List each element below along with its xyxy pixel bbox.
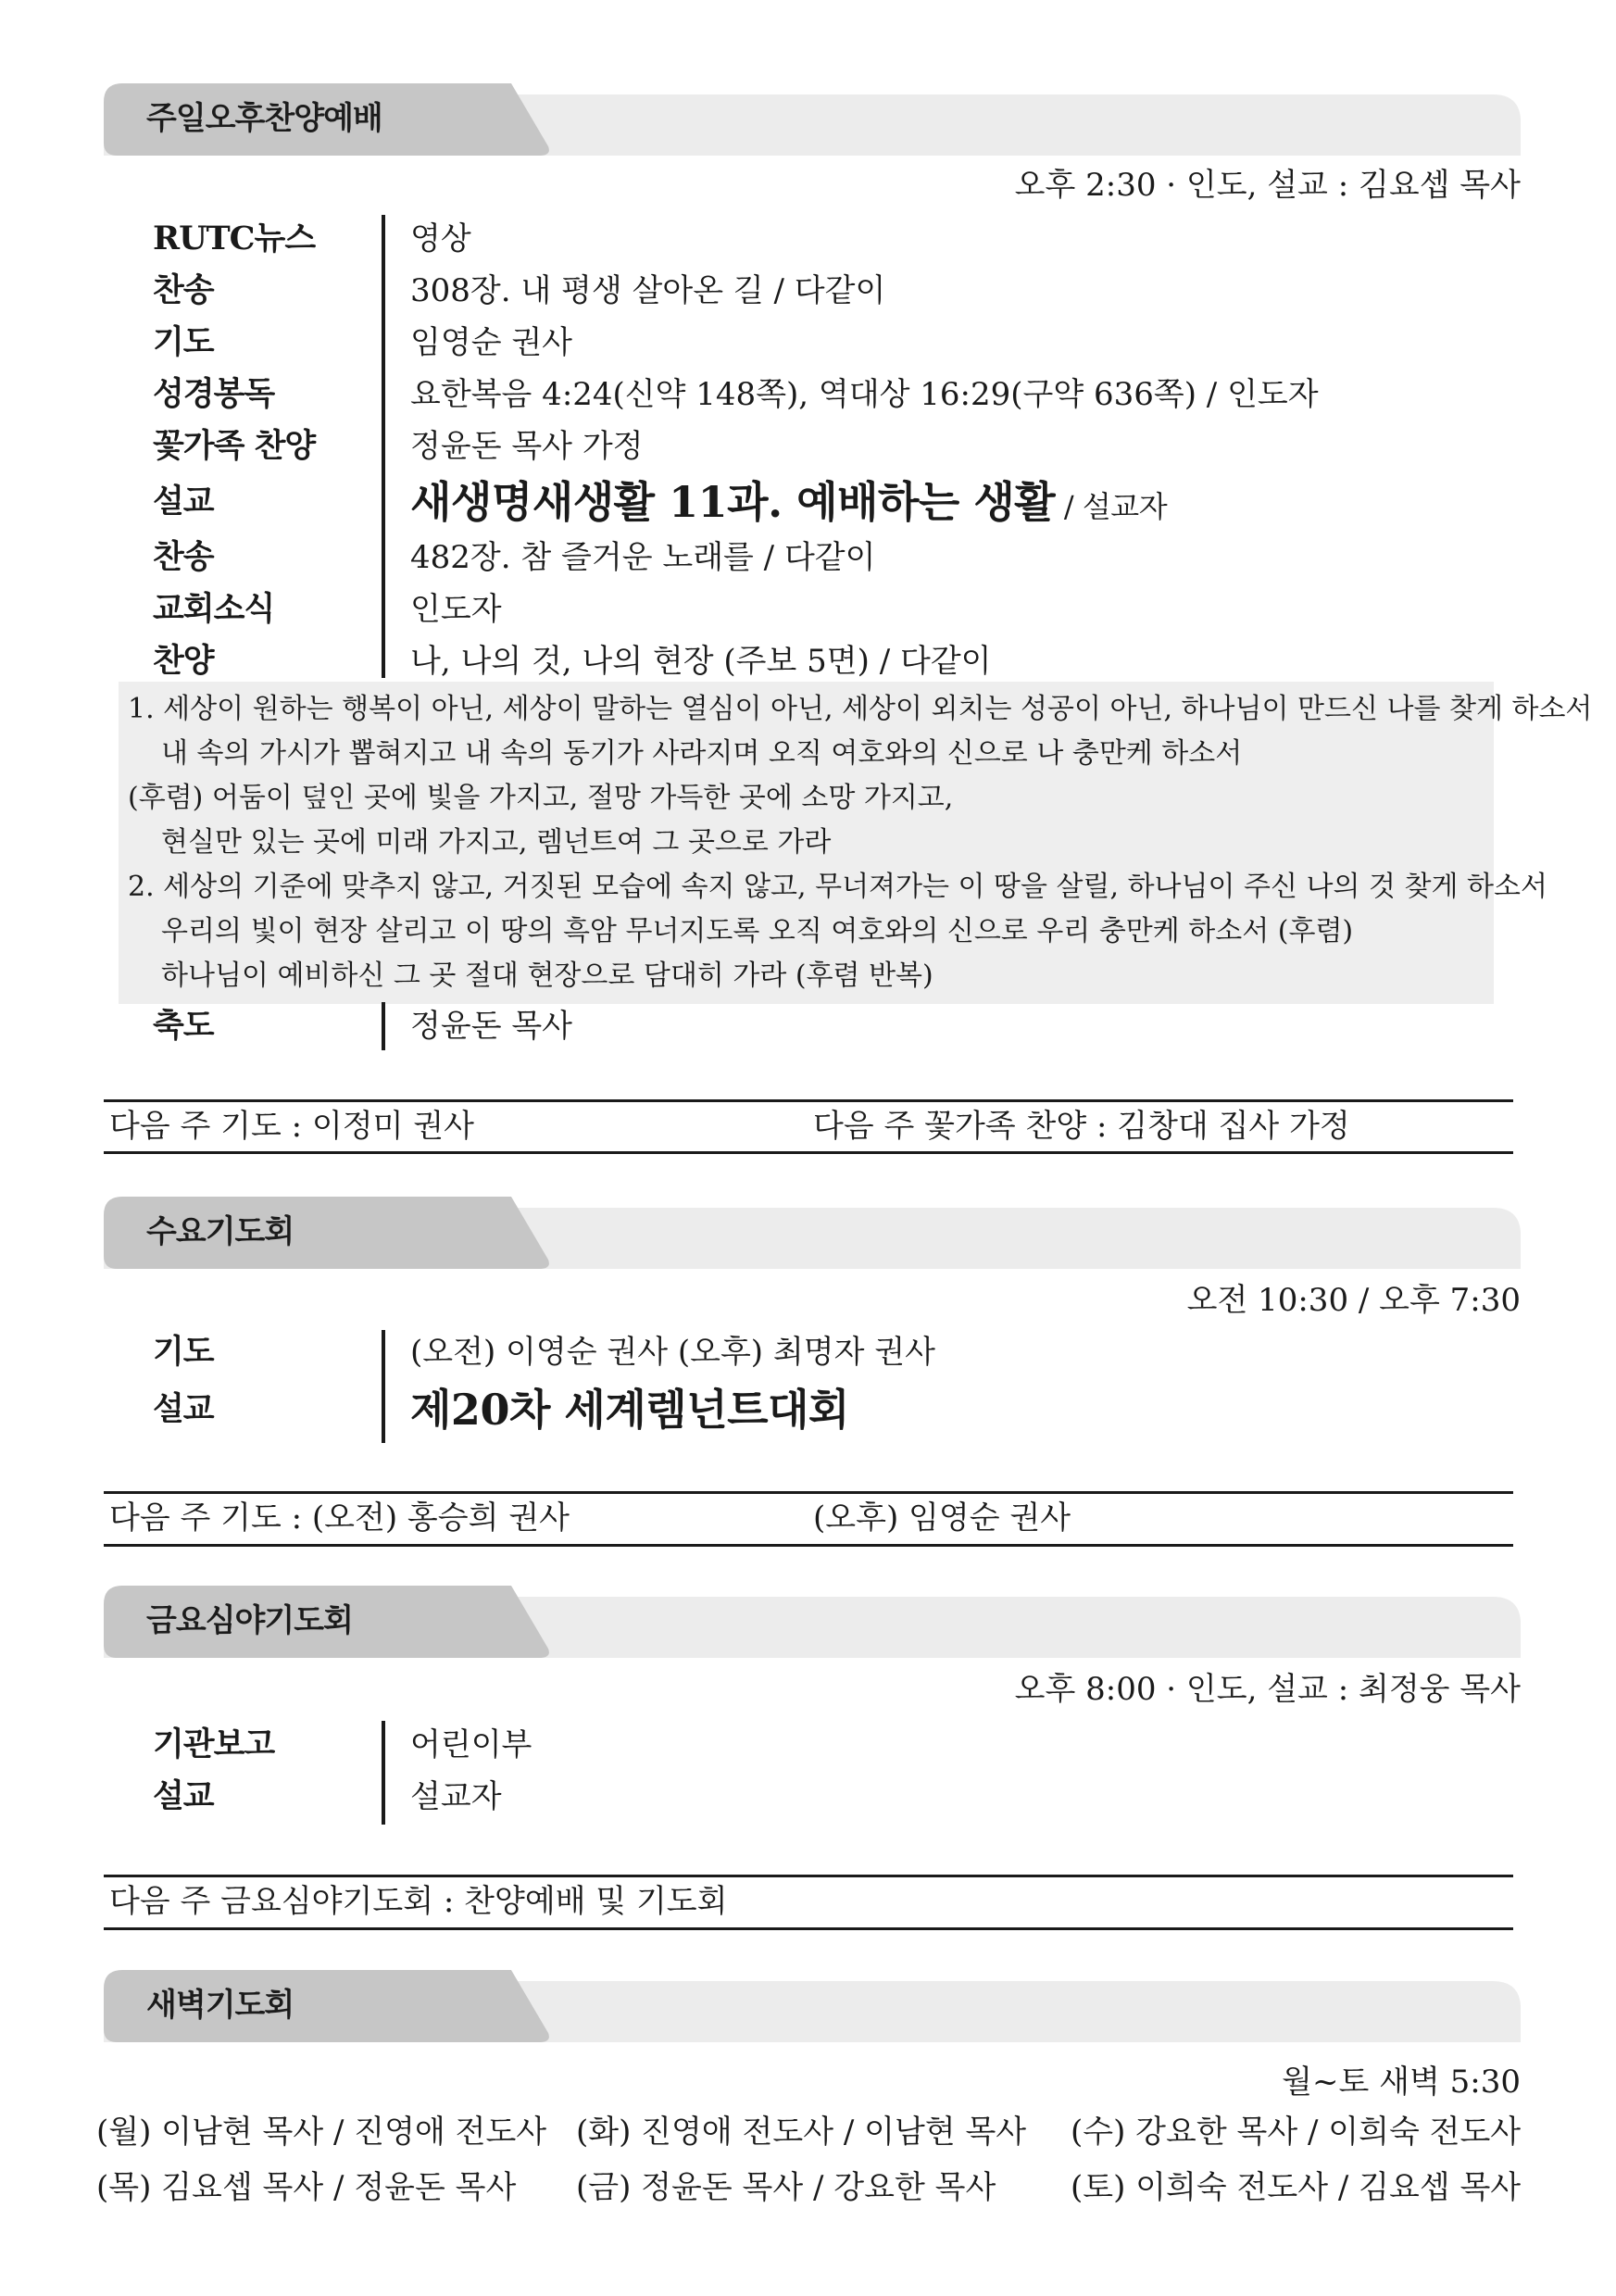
row-value: 정윤돈 목사 [410,1008,573,1045]
schedule-cell: (수) 강요한 목사 / 이희숙 전도사 [1071,2114,1522,2151]
section-header-dawn [104,1968,1521,2042]
divider-line [104,1544,1513,1547]
section-title: 금요심야기도회 [146,1602,353,1639]
row-label: 설교 [153,1777,214,1815]
divider-line [104,1927,1513,1930]
service-row [0,1000,1616,1052]
service-row [0,420,1616,472]
order-of-service [0,213,1616,687]
row-label: 찬송 [153,538,214,576]
sermon-title-text: 새생명새생활 11과. 예배하는 생활 [410,477,1056,527]
row-label: 축도 [153,1007,214,1045]
row-value: 설교자 [410,1778,502,1815]
dawn-schedule [0,2104,1616,2215]
schedule-cell: (화) 진영애 전도사 / 이남현 목사 [576,2114,1027,2151]
sermon-title [410,472,1167,532]
row-label: 기도 [153,1333,214,1371]
schedule-cell: (금) 정윤돈 목사 / 강요한 목사 [576,2169,996,2206]
row-label: RUTC뉴스 [153,220,316,257]
section-header-wednesday [104,1195,1521,1269]
lyric-line: 내 속의 가시가 뽑혀지고 내 속의 동기가 사라지며 오직 여호와의 신으로 나 충만케 하소서 [161,737,1243,770]
row-label: 기도 [153,323,214,361]
section-header-sunday [104,82,1521,156]
row-label: 찬송 [153,271,214,309]
sermon-preacher: / 설교자 [1055,489,1168,524]
row-value: 나, 나의 것, 나의 현장 (주보 5면) / 다같이 [410,643,992,680]
row-value: 어린이부 [410,1726,532,1763]
schedule-row [0,2160,1616,2215]
service-time: 오전 10:30 / 오후 7:30 [1186,1282,1521,1319]
schedule-cell: (목) 김요셉 목사 / 정윤돈 목사 [96,2169,517,2206]
row-value: (오전) 이영순 권사 (오후) 최명자 권사 [410,1334,935,1371]
service-row [0,213,1616,265]
row-label: 꽃가족 찬양 [153,427,316,465]
row-value: 308장. 내 평생 살아온 길 / 다같이 [410,272,886,309]
row-value: 요한복음 4:24(신약 148쪽), 역대상 16:29(구약 636쪽) / 인도자 [410,376,1319,413]
next-week-prayer-pm: (오후) 임영순 권사 [813,1499,1071,1537]
section-title: 주일오후찬양예배 [146,100,382,137]
lyric-line: (후렴) 어둠이 덮인 곳에 빛을 가지고, 절망 가득한 곳에 소망 가지고, [128,782,954,814]
service-row [0,532,1616,583]
service-time: 오후 2:30 · 인도, 설교 : 김요셉 목사 [1014,167,1521,204]
header-tab-shape [104,1968,1521,2042]
row-value: 임영순 권사 [410,324,573,361]
row-label: 설교 [153,483,214,521]
row-value: 영상 [410,220,471,257]
row-value: 인도자 [410,591,502,628]
next-week-prayer: 다음 주 기도 : (오전) 홍승희 권사 [109,1499,570,1537]
sermon-row [0,472,1616,532]
next-week-family-praise: 다음 주 꽃가족 찬양 : 김창대 집사 가정 [813,1108,1350,1145]
service-row [0,1719,1616,1771]
order-of-service [0,1326,1616,1441]
service-row [0,1326,1616,1378]
row-label: 기관보고 [153,1725,275,1763]
lyric-line: 2. 세상의 기준에 맞추지 않고, 거짓된 모습에 속지 않고, 무너져가는 이 땅을 살릴, 하나님이 주신 나의 것 찾게 하소서 [128,871,1547,903]
service-time: 월~토 새벽 5:30 [1282,2064,1521,2101]
schedule-row [0,2104,1616,2160]
divider-line [104,1875,1513,1877]
lyric-line: 하나님이 예비하신 그 곳 절대 현장으로 담대히 가라 (후렴 반복) [161,960,933,992]
divider-line [104,1491,1513,1494]
row-label: 교회소식 [153,590,275,628]
service-row [0,265,1616,317]
section-title: 새벽기도회 [146,1987,294,2024]
service-row [0,635,1616,687]
lyrics-box [119,682,1593,1004]
row-label: 설교 [153,1390,214,1428]
next-week-prayer: 다음 주 기도 : 이정미 권사 [109,1108,474,1145]
sermon-title: 제20차 세계렘넌트대회 [410,1385,849,1435]
row-label: 찬양 [153,642,214,680]
service-row [0,369,1616,420]
row-value: 482장. 참 즐거운 노래를 / 다같이 [410,539,876,576]
lyric-line: 우리의 빛이 현장 살리고 이 땅의 흑암 무너지도록 오직 여호와의 신으로 우리 충만케 하소서 (후렴) [161,915,1354,947]
lyric-line: 1. 세상이 원하는 행복이 아닌, 세상이 말하는 열심이 아닌, 세상이 외치는 성공이 아닌, 하나님이 만드신 나를 찾게 하소서 [128,693,1593,725]
order-of-service [0,1719,1616,1823]
section-header-friday [104,1584,1521,1658]
schedule-cell: (월) 이남현 목사 / 진영애 전도사 [96,2114,547,2151]
divider-line [104,1151,1513,1154]
row-value: 정윤돈 목사 가정 [410,428,644,465]
lyric-line: 현실만 있는 곳에 미래 가지고, 렘넌트여 그 곳으로 가라 [161,826,832,859]
header-tab-shape [104,1195,1521,1269]
service-row [0,583,1616,635]
benediction [0,1000,1616,1052]
row-label: 성경봉독 [153,375,275,413]
divider-line [104,1099,1513,1102]
next-week-friday: 다음 주 금요심야기도회 : 찬양예배 및 기도회 [109,1883,728,1920]
service-time: 오후 8:00 · 인도, 설교 : 최정웅 목사 [1014,1671,1521,1708]
schedule-cell: (토) 이희숙 전도사 / 김요셉 목사 [1071,2169,1522,2206]
service-row [0,317,1616,369]
sermon-row [0,1378,1616,1441]
service-row [0,1771,1616,1823]
section-title: 수요기도회 [146,1213,294,1250]
